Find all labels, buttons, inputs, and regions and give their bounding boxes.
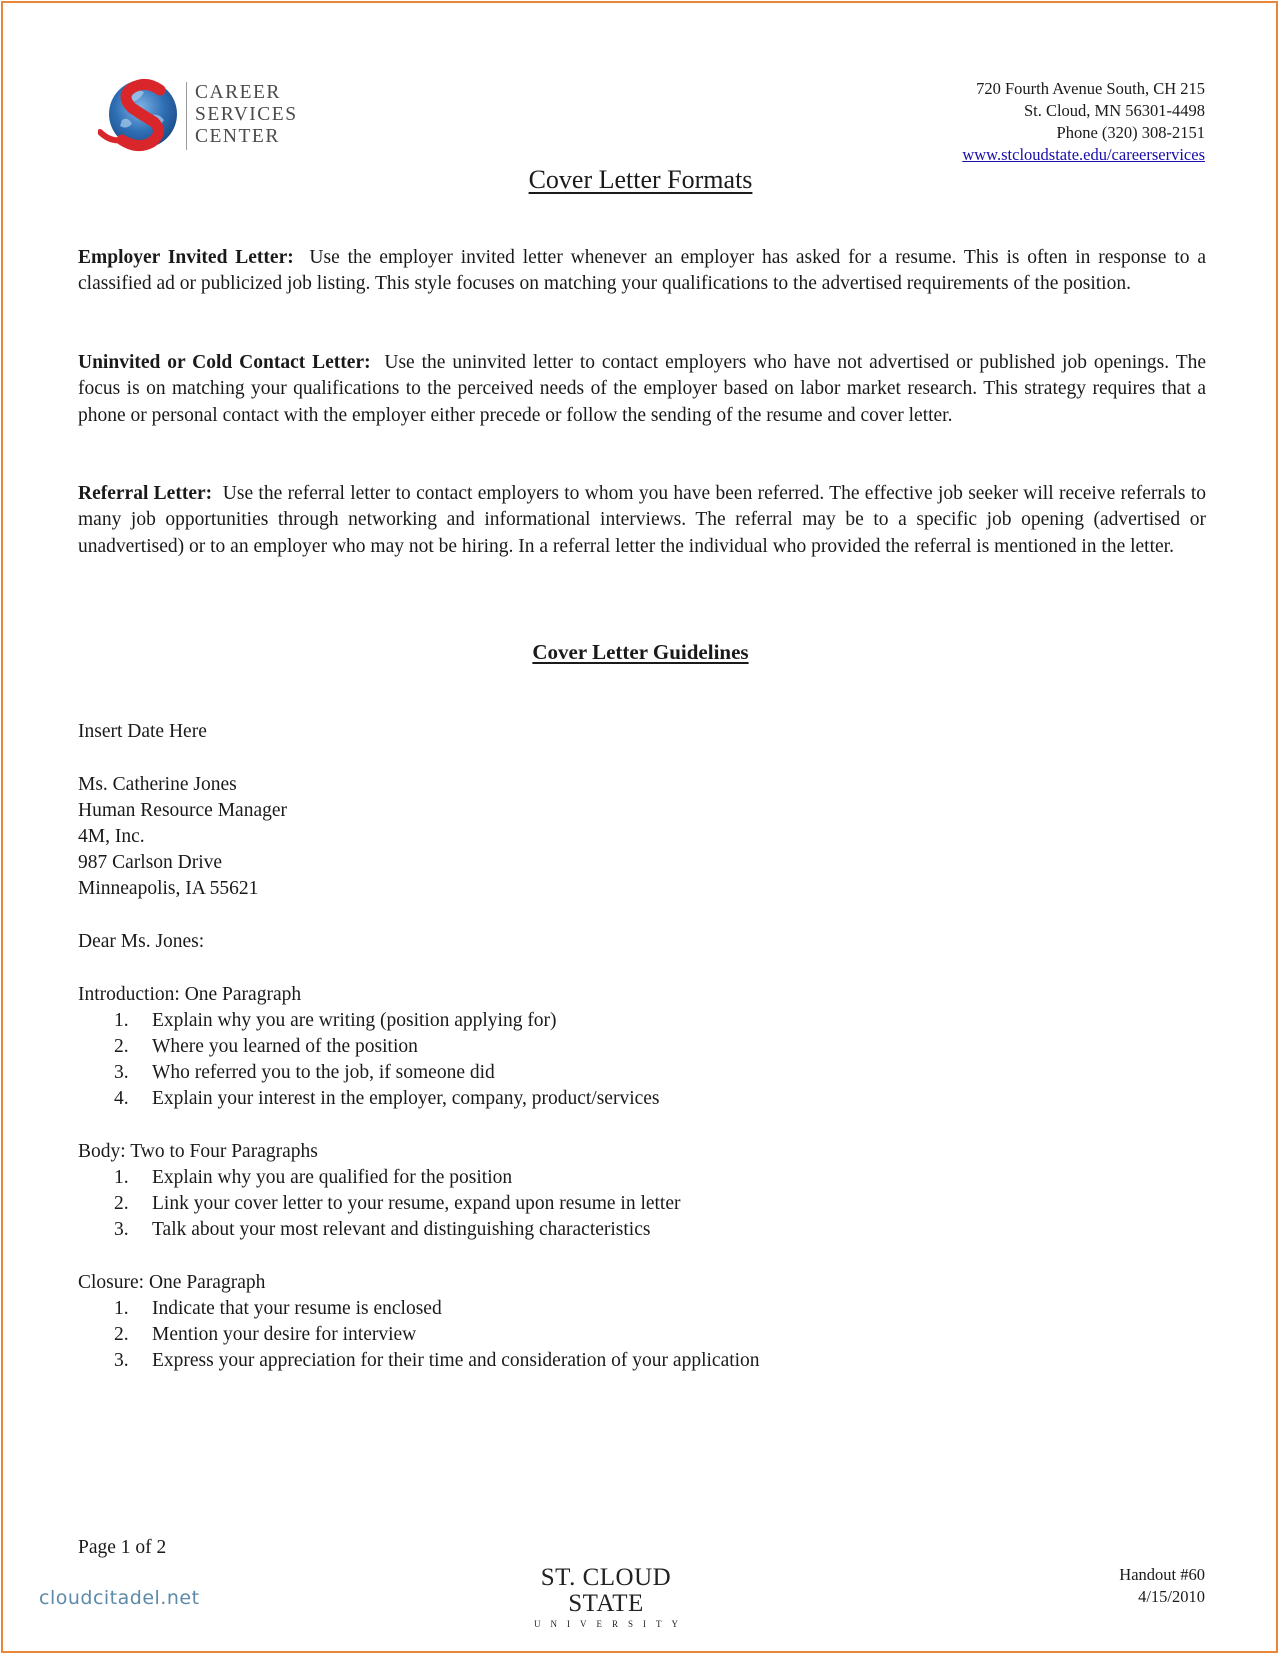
watermark: cloudcitadel.net [39,1587,200,1609]
recipient-title: Human Resource Manager [78,800,288,821]
address-street: 720 Fourth Avenue South, CH 215 [976,79,1205,98]
salutation: Dear Ms. Jones: [78,931,205,952]
logo-line-services: SERVICES [195,104,298,125]
address-city: St. Cloud, MN 56301-4498 [1023,101,1205,120]
university-name: ST. CLOUD STATE [540,1564,672,1617]
address-block [962,78,1205,166]
body-label: Body: Two to Four Paragraphs [78,1141,318,1162]
closure-label: Closure: One Paragraph [78,1272,266,1293]
career-services-logo [98,76,298,156]
page-number: Page 1 of 2 [78,1537,167,1558]
logo-line-career: CAREER [195,82,281,103]
section-referral [78,481,1206,560]
university-logo [506,1565,706,1629]
logo-divider [186,82,187,150]
section-heading: Employer Invited Letter: [78,247,294,268]
globe-s-logo-icon [98,76,182,156]
logo-wordmark [195,82,298,148]
section-employer-invited [78,245,1206,298]
date-line: Insert Date Here [78,721,207,742]
recipient-company: 4M, Inc. [78,826,145,847]
handout-number: Handout #60 [1119,1565,1205,1584]
recipient-city: Minneapolis, IA 55621 [78,878,259,899]
handout-date: 4/15/2010 [1138,1587,1205,1606]
page-title: Cover Letter Formats [528,165,753,194]
university-subtitle: UNIVERSITY [534,1619,688,1629]
address-phone: Phone (320) 308-2151 [1056,123,1205,142]
recipient-name: Ms. Catherine Jones [78,774,237,795]
section-heading: Uninvited or Cold Contact Letter: [78,352,371,373]
section-text: Use the referral letter to contact employers to whom you have been referred. The effective job seeker will receive referrals to many job opportunities through networking and informational interviews. The referral may be to a specific job opening (advertised or unadvertised) or to an employer who may not be hiring. In a referral letter the individual who provided the referral is mentioned in the letter. [78,483,1206,557]
section-text: Use the employer invited letter whenever an employer has asked for a resume. This is often in response to a classified ad or publicized job listing. This style focuses on matching your qualifications to the advertised requirements of the position. [78,247,1206,295]
handout-info [1119,1564,1205,1608]
section-text: Use the uninvited letter to contact employers who have not advertised or published job openings. The focus is on matching your qualifications to the perceived needs of the employer based on labor market research. This strategy requires that a phone or personal contact with the employer either precede or follow the sending of the resume and cover letter. [78,352,1207,426]
introduction-label: Introduction: One Paragraph [78,984,302,1005]
section-heading: Referral Letter: [78,483,213,504]
section-uninvited [78,350,1206,429]
guidelines-title: Cover Letter Guidelines [532,640,749,664]
website-link[interactable]: www.stcloudstate.edu/careerservices [962,145,1205,164]
recipient-street: 987 Carlson Drive [78,852,223,873]
logo-line-center: CENTER [195,126,280,147]
